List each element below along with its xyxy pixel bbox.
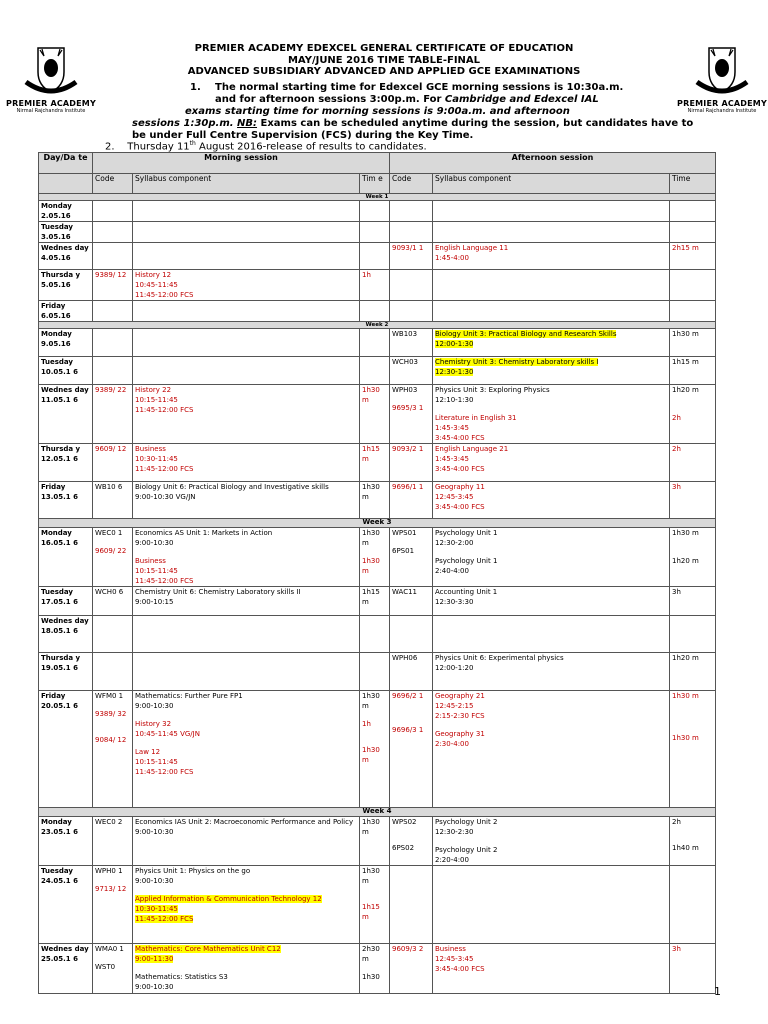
premier-academy-logo-left [6, 42, 96, 122]
table-row [39, 587, 716, 616]
table-row [39, 482, 716, 519]
day-cell: Monday 2.05.16 [39, 201, 93, 222]
day-cell: Tuesday 10.05.1 6 [39, 357, 93, 385]
header-day-date: Day/Da te [39, 153, 93, 174]
code-cell: 9696/2 1 9696/3 1 [390, 691, 433, 808]
day-cell: Thursda y 19.05.1 6 [39, 653, 93, 691]
day-cell: Monday 23.05.1 6 [39, 817, 93, 866]
document-heading [100, 43, 668, 78]
code-cell: WAC11 [390, 587, 433, 616]
time-cell: 1h30 m 1h20 m [670, 528, 716, 587]
code-cell: WPS01 6PS01 [390, 528, 433, 587]
logo-subtitle: Nirmal Rajchandra Institute [16, 108, 86, 114]
syllabus-cell: Chemistry Unit 6: Chemistry Laboratory skills II 9:00-10:15 [133, 587, 360, 616]
code-cell: WMA0 1 WST0 [93, 944, 133, 994]
table-row [39, 653, 716, 691]
code-cell: WPS02 6PS02 [390, 817, 433, 866]
syllabus-cell: Biology Unit 3: Practical Biology and Research Skills 12:00-1:30 [433, 329, 670, 357]
code-cell: WCH03 [390, 357, 433, 385]
syllabus-cell: Economics AS Unit 1: Markets in Action 9:00-10:30 Business 10:15-11:45 11:45-12:00 FCS [133, 528, 360, 587]
note-1-line-1: The normal starting time for Edexcel GCE morning sessions is 10:30a.m. [215, 82, 624, 93]
code-cell: WFM0 1 9389/ 32 9084/ 12 [93, 691, 133, 808]
day-cell: Friday 6.05.16 [39, 301, 93, 322]
table-row [39, 528, 716, 587]
time-cell: 1h15 m [360, 587, 390, 616]
logo-subtitle: Nirmal Rajchandra Institute [687, 108, 757, 114]
note-2: 2. Thursday 11th August 2016-release of results to candidates. [105, 140, 427, 153]
code-cell: 9093/2 1 [390, 444, 433, 482]
syllabus-cell: Chemistry Unit 3: Chemistry Laboratory skills I 12:30-1:30 [433, 357, 670, 385]
time-cell: 1h30 m 1h30 m [360, 528, 390, 587]
code-cell: WB103 [390, 329, 433, 357]
syllabus-cell: Mathematics: Core Mathematics Unit C12 9:00-11:30 Mathematics: Statistics S3 9:00-10:30 [133, 944, 360, 994]
logo-name: PREMIER ACADEMY [6, 99, 96, 108]
day-cell: Monday 9.05.16 [39, 329, 93, 357]
time-cell: 2h15 m [670, 243, 716, 270]
code-cell: WPH0 1 9713/ 12 [93, 866, 133, 944]
day-cell: Wednes day 18.05.1 6 [39, 616, 93, 653]
code-cell: WPH03 9695/3 1 [390, 385, 433, 444]
table-row [39, 222, 716, 243]
syllabus-cell: Economics IAS Unit 2: Macroeconomic Performance and Policy 9:00-10:30 [133, 817, 360, 866]
time-cell: 1h30 m [670, 329, 716, 357]
syllabus-cell: Mathematics: Further Pure FP1 9:00-10:30 History 32 10:45-11:45 VG/JN Law 12 10:15-11:45 11:45-12:00 FCS [133, 691, 360, 808]
syllabus-cell: Psychology Unit 2 12:30-2:30 Psychology Unit 2 2:20-4:00 [433, 817, 670, 866]
day-cell: Tuesday 3.05.16 [39, 222, 93, 243]
table-row [39, 201, 716, 222]
crest-icon [6, 42, 96, 98]
code-cell: WB10 6 [93, 482, 133, 519]
syllabus-cell: Physics Unit 6: Experimental physics 12:00-1:20 [433, 653, 670, 691]
subheader-time: Tim e [360, 174, 390, 194]
day-cell: Friday 13.05.1 6 [39, 482, 93, 519]
time-cell: 3h [670, 587, 716, 616]
week-label: Week 3 [39, 519, 716, 528]
time-cell: 1h30 m [360, 817, 390, 866]
code-cell: 9609/ 12 [93, 444, 133, 482]
subheader-blank [39, 174, 93, 194]
time-cell: 3h [670, 482, 716, 519]
table-row [39, 817, 716, 866]
day-cell: Wednes day 4.05.16 [39, 243, 93, 270]
code-cell: WEC0 2 [93, 817, 133, 866]
code-cell: WEC0 1 9609/ 22 [93, 528, 133, 587]
syllabus-cell: History 12 10:45-11:45 11:45-12:00 FCS [133, 270, 360, 301]
subheader-time: Time [670, 174, 716, 194]
table-row [39, 301, 716, 322]
table-row [39, 329, 716, 357]
table-row [39, 243, 716, 270]
table-row [39, 616, 716, 653]
subheader-code: Code [390, 174, 433, 194]
syllabus-cell: Geography 11 12:45-3:45 3:45-4:00 FCS [433, 482, 670, 519]
syllabus-cell: English Language 21 1:45-3:45 3:45-4:00 FCS [433, 444, 670, 482]
note-1-number: 1. [190, 82, 201, 93]
header-afternoon-session: Afternoon session [390, 153, 716, 174]
timetable [38, 152, 716, 994]
syllabus-cell: Accounting Unit 1 12:30-3:30 [433, 587, 670, 616]
time-cell: 1h [360, 270, 390, 301]
code-cell: 9093/1 1 [390, 243, 433, 270]
table-row [39, 270, 716, 301]
page-number: 1 [714, 985, 721, 998]
syllabus-cell: History 22 10:15-11:45 11:45-12:00 FCS [133, 385, 360, 444]
time-cell: 1h30 m [360, 385, 390, 444]
note-1-line-2: and for afternoon sessions 3:00p.m. For Cambridge and Edexcel IAL [215, 94, 599, 105]
syllabus-cell: Geography 21 12:45-2:15 2:15-2:30 FCS Geography 31 2:30-4:00 [433, 691, 670, 808]
syllabus-cell: Physics Unit 3: Exploring Physics 12:10-1:30 Literature in English 31 1:45-3:45 3:45-4:00 FCS [433, 385, 670, 444]
time-cell: 2h30 m 1h30 [360, 944, 390, 994]
subheader-code: Code [93, 174, 133, 194]
syllabus-cell: Physics Unit 1: Physics on the go 9:00-10:30 Applied Information & Communication Technology 12 10:30-11:45 11:45-12:00 FCS [133, 866, 360, 944]
time-cell: 1h20 m 2h [670, 385, 716, 444]
syllabus-cell: Business 12:45-3:45 3:45-4:00 FCS [433, 944, 670, 994]
time-cell: 1h30 m 1h 1h30 m [360, 691, 390, 808]
code-cell: 9389/ 22 [93, 385, 133, 444]
time-cell: 1h15 m [670, 357, 716, 385]
code-cell: 9696/1 1 [390, 482, 433, 519]
week-label: Week 1 [39, 194, 716, 201]
table-row [39, 444, 716, 482]
header-morning-session: Morning session [93, 153, 390, 174]
syllabus-cell: Business 10:30-11:45 11:45-12:00 FCS [133, 444, 360, 482]
code-cell: WPH06 [390, 653, 433, 691]
table-row [39, 944, 716, 994]
heading-line-1: PREMIER ACADEMY EDEXCEL GENERAL CERTIFICATE OF EDUCATION [194, 43, 574, 54]
table-row [39, 691, 716, 808]
day-cell: Thursda y 5.05.16 [39, 270, 93, 301]
subheader-syllabus: Syllabus component [133, 174, 360, 194]
time-cell: 1h30 m [360, 482, 390, 519]
day-cell: Tuesday 17.05.1 6 [39, 587, 93, 616]
code-cell: 9389/ 12 [93, 270, 133, 301]
time-cell: 1h20 m [670, 653, 716, 691]
note-1-line-3: exams starting time for morning sessions is 9:00a.m. and afternoon [185, 106, 570, 117]
logo-name: PREMIER ACADEMY [677, 99, 767, 108]
time-cell: 1h15 m [360, 444, 390, 482]
heading-line-2: MAY/JUNE 2016 TIME TABLE-FINAL [287, 54, 481, 66]
day-cell: Thursda y 12.05.1 6 [39, 444, 93, 482]
table-row [39, 866, 716, 944]
crest-icon [677, 42, 767, 98]
syllabus-cell: Biology Unit 6: Practical Biology and Investigative skills 9:00-10:30 VG/JN [133, 482, 360, 519]
day-cell: Tuesday 24.05.1 6 [39, 866, 93, 944]
time-cell: 2h 1h40 m [670, 817, 716, 866]
day-cell: Wednes day 25.05.1 6 [39, 944, 93, 994]
time-cell: 1h30 m 1h15 m [360, 866, 390, 944]
heading-line-3: ADVANCED SUBSIDIARY ADVANCED AND APPLIED GCE EXAMINATIONS [187, 66, 581, 77]
code-cell: WCH0 6 [93, 587, 133, 616]
day-cell: Monday 16.05.1 6 [39, 528, 93, 587]
code-cell: 9609/3 2 [390, 944, 433, 994]
day-cell: Friday 20.05.1 6 [39, 691, 93, 808]
note-1-line-4: sessions 1:30p.m. NB: Exams can be scheduled anytime during the session, but candidates have to [132, 118, 694, 129]
subheader-syllabus: Syllabus component [433, 174, 670, 194]
table-row [39, 385, 716, 444]
time-cell: 2h [670, 444, 716, 482]
week-label: Week 2 [39, 322, 716, 329]
time-cell: 1h30 m 1h30 m [670, 691, 716, 808]
day-cell: Wednes day 11.05.1 6 [39, 385, 93, 444]
syllabus-cell: Psychology Unit 1 12:30-2:00 Psychology Unit 1 2:40-4:00 [433, 528, 670, 587]
table-row [39, 357, 716, 385]
time-cell: 3h [670, 944, 716, 994]
week-label: Week 4 [39, 808, 716, 817]
note-1-line-5: be under Full Centre Supervision (FCS) during the Key Time. [132, 130, 474, 141]
syllabus-cell: English Language 11 1:45-4:00 [433, 243, 670, 270]
premier-academy-logo-right [677, 42, 767, 122]
